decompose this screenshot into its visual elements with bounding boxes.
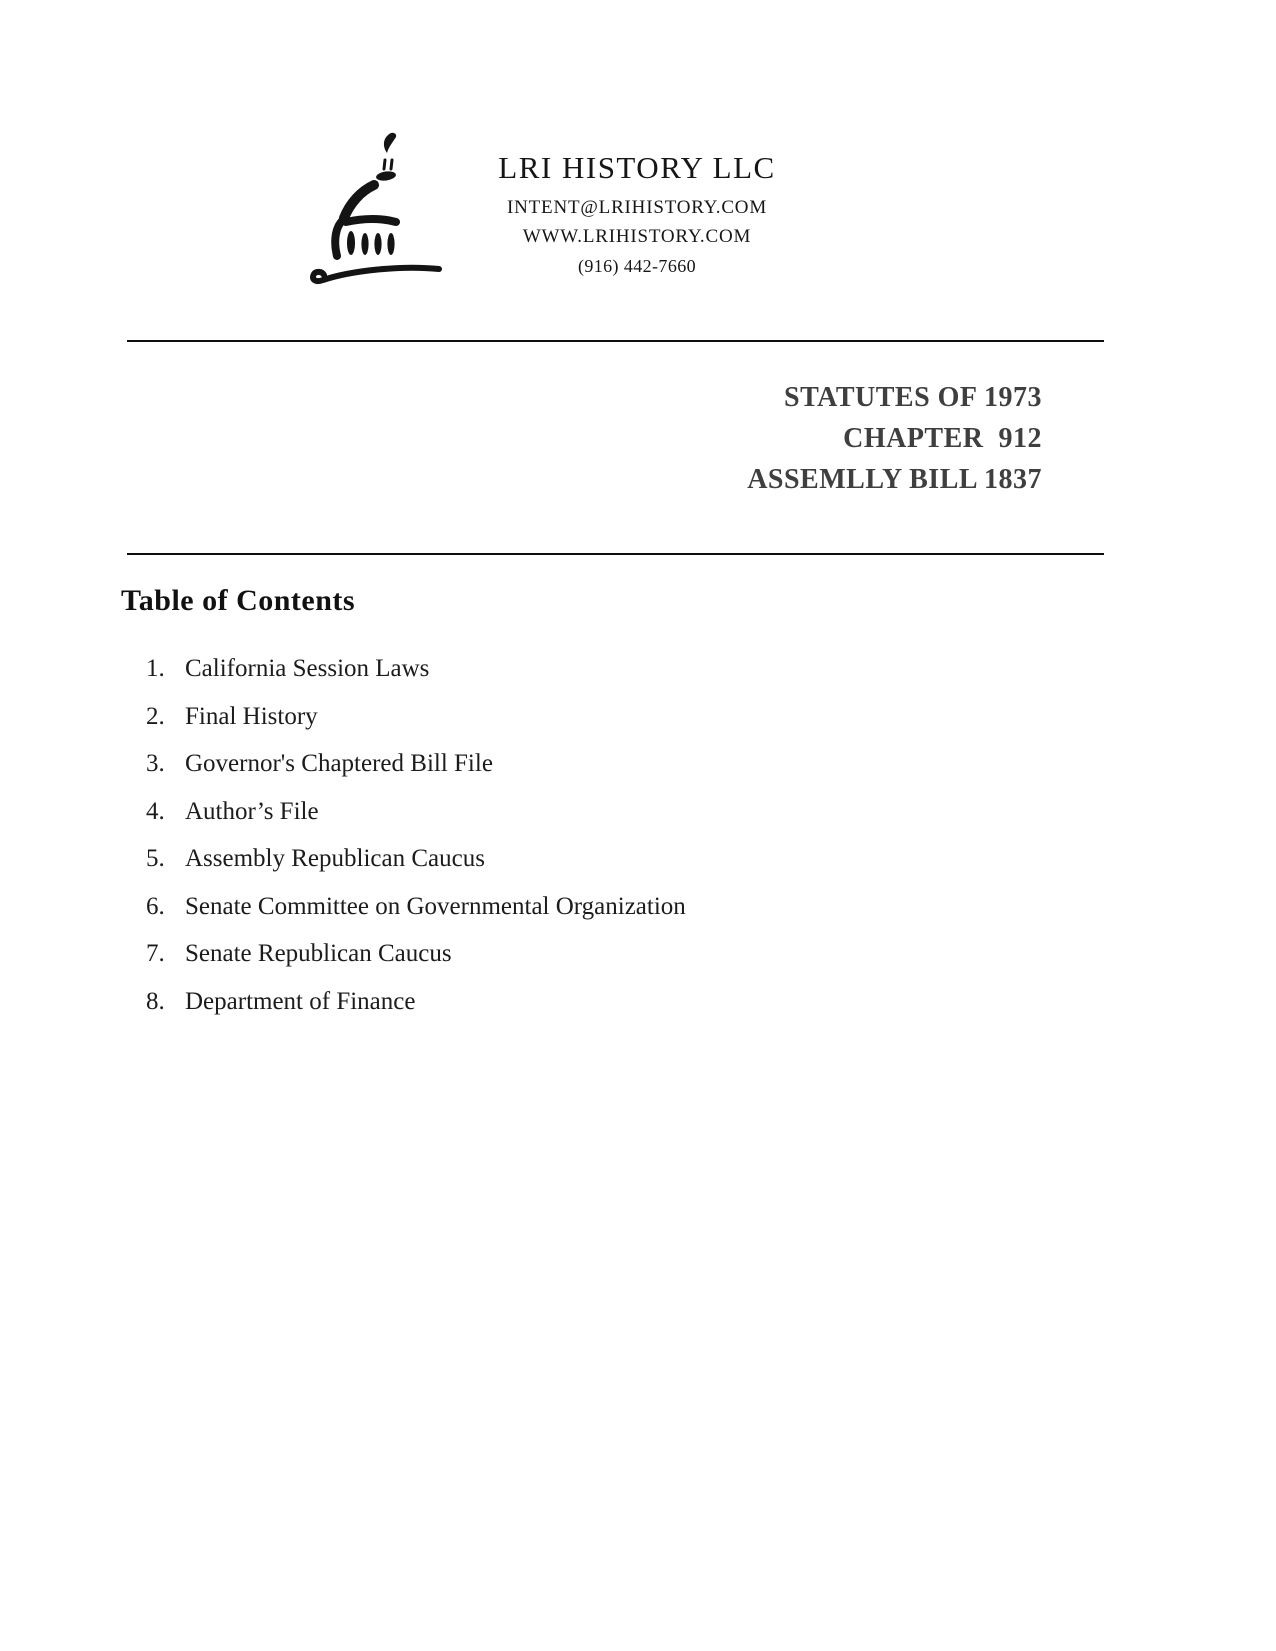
toc-item [146, 835, 686, 883]
toc-item-label: Assembly Republican Caucus [185, 845, 485, 872]
toc-item [146, 788, 686, 836]
toc-item-number: 1. [146, 655, 165, 682]
toc-item-number: 7. [146, 940, 165, 967]
chapter-line: CHAPTER 912 [843, 423, 1042, 454]
company-name: LRI HISTORY LLC [498, 150, 776, 185]
toc-item-label: Senate Republican Caucus [185, 940, 452, 967]
website-text: WWW.LRIHISTORY.COM [522, 226, 752, 247]
toc-item [146, 645, 686, 693]
toc-item-number: 8. [146, 987, 165, 1015]
statutes-title-block [747, 377, 1042, 500]
toc-item-label: Senate Committee on Governmental Organization [185, 892, 686, 920]
toc-item-number: 2. [146, 702, 165, 730]
company-logo [288, 122, 460, 294]
statutes-year-line: STATUTES OF 1973 [784, 382, 1042, 413]
toc-heading: Table of Contents [121, 584, 356, 617]
toc-item [146, 930, 686, 978]
divider-top [127, 340, 1104, 342]
toc-item-label: California Session Laws [185, 655, 430, 682]
capitol-dome-icon [288, 122, 460, 294]
toc-item-label: Final History [185, 702, 318, 730]
assembly-bill-line: ASSEMLLY BILL 1837 [747, 464, 1042, 495]
toc-item [146, 693, 686, 741]
toc-item [146, 883, 686, 931]
toc-item [146, 740, 686, 788]
header-contact-block [452, 148, 822, 277]
email-text: INTENT@LRIHISTORY.COM [506, 197, 768, 218]
toc-item-label: Department of Finance [185, 987, 416, 1015]
toc-item-number: 5. [146, 845, 165, 872]
toc-item-number: 4. [146, 797, 165, 825]
phone-text: (916) 442-7660 [577, 256, 697, 276]
divider-bottom [127, 553, 1104, 555]
toc-item-number: 6. [146, 892, 165, 920]
toc-list [146, 645, 686, 1025]
toc-item-label: Governor's Chaptered Bill File [185, 750, 493, 777]
toc-item-label: Author’s File [185, 797, 319, 825]
toc-item [146, 978, 686, 1026]
toc-item-number: 3. [146, 750, 165, 777]
